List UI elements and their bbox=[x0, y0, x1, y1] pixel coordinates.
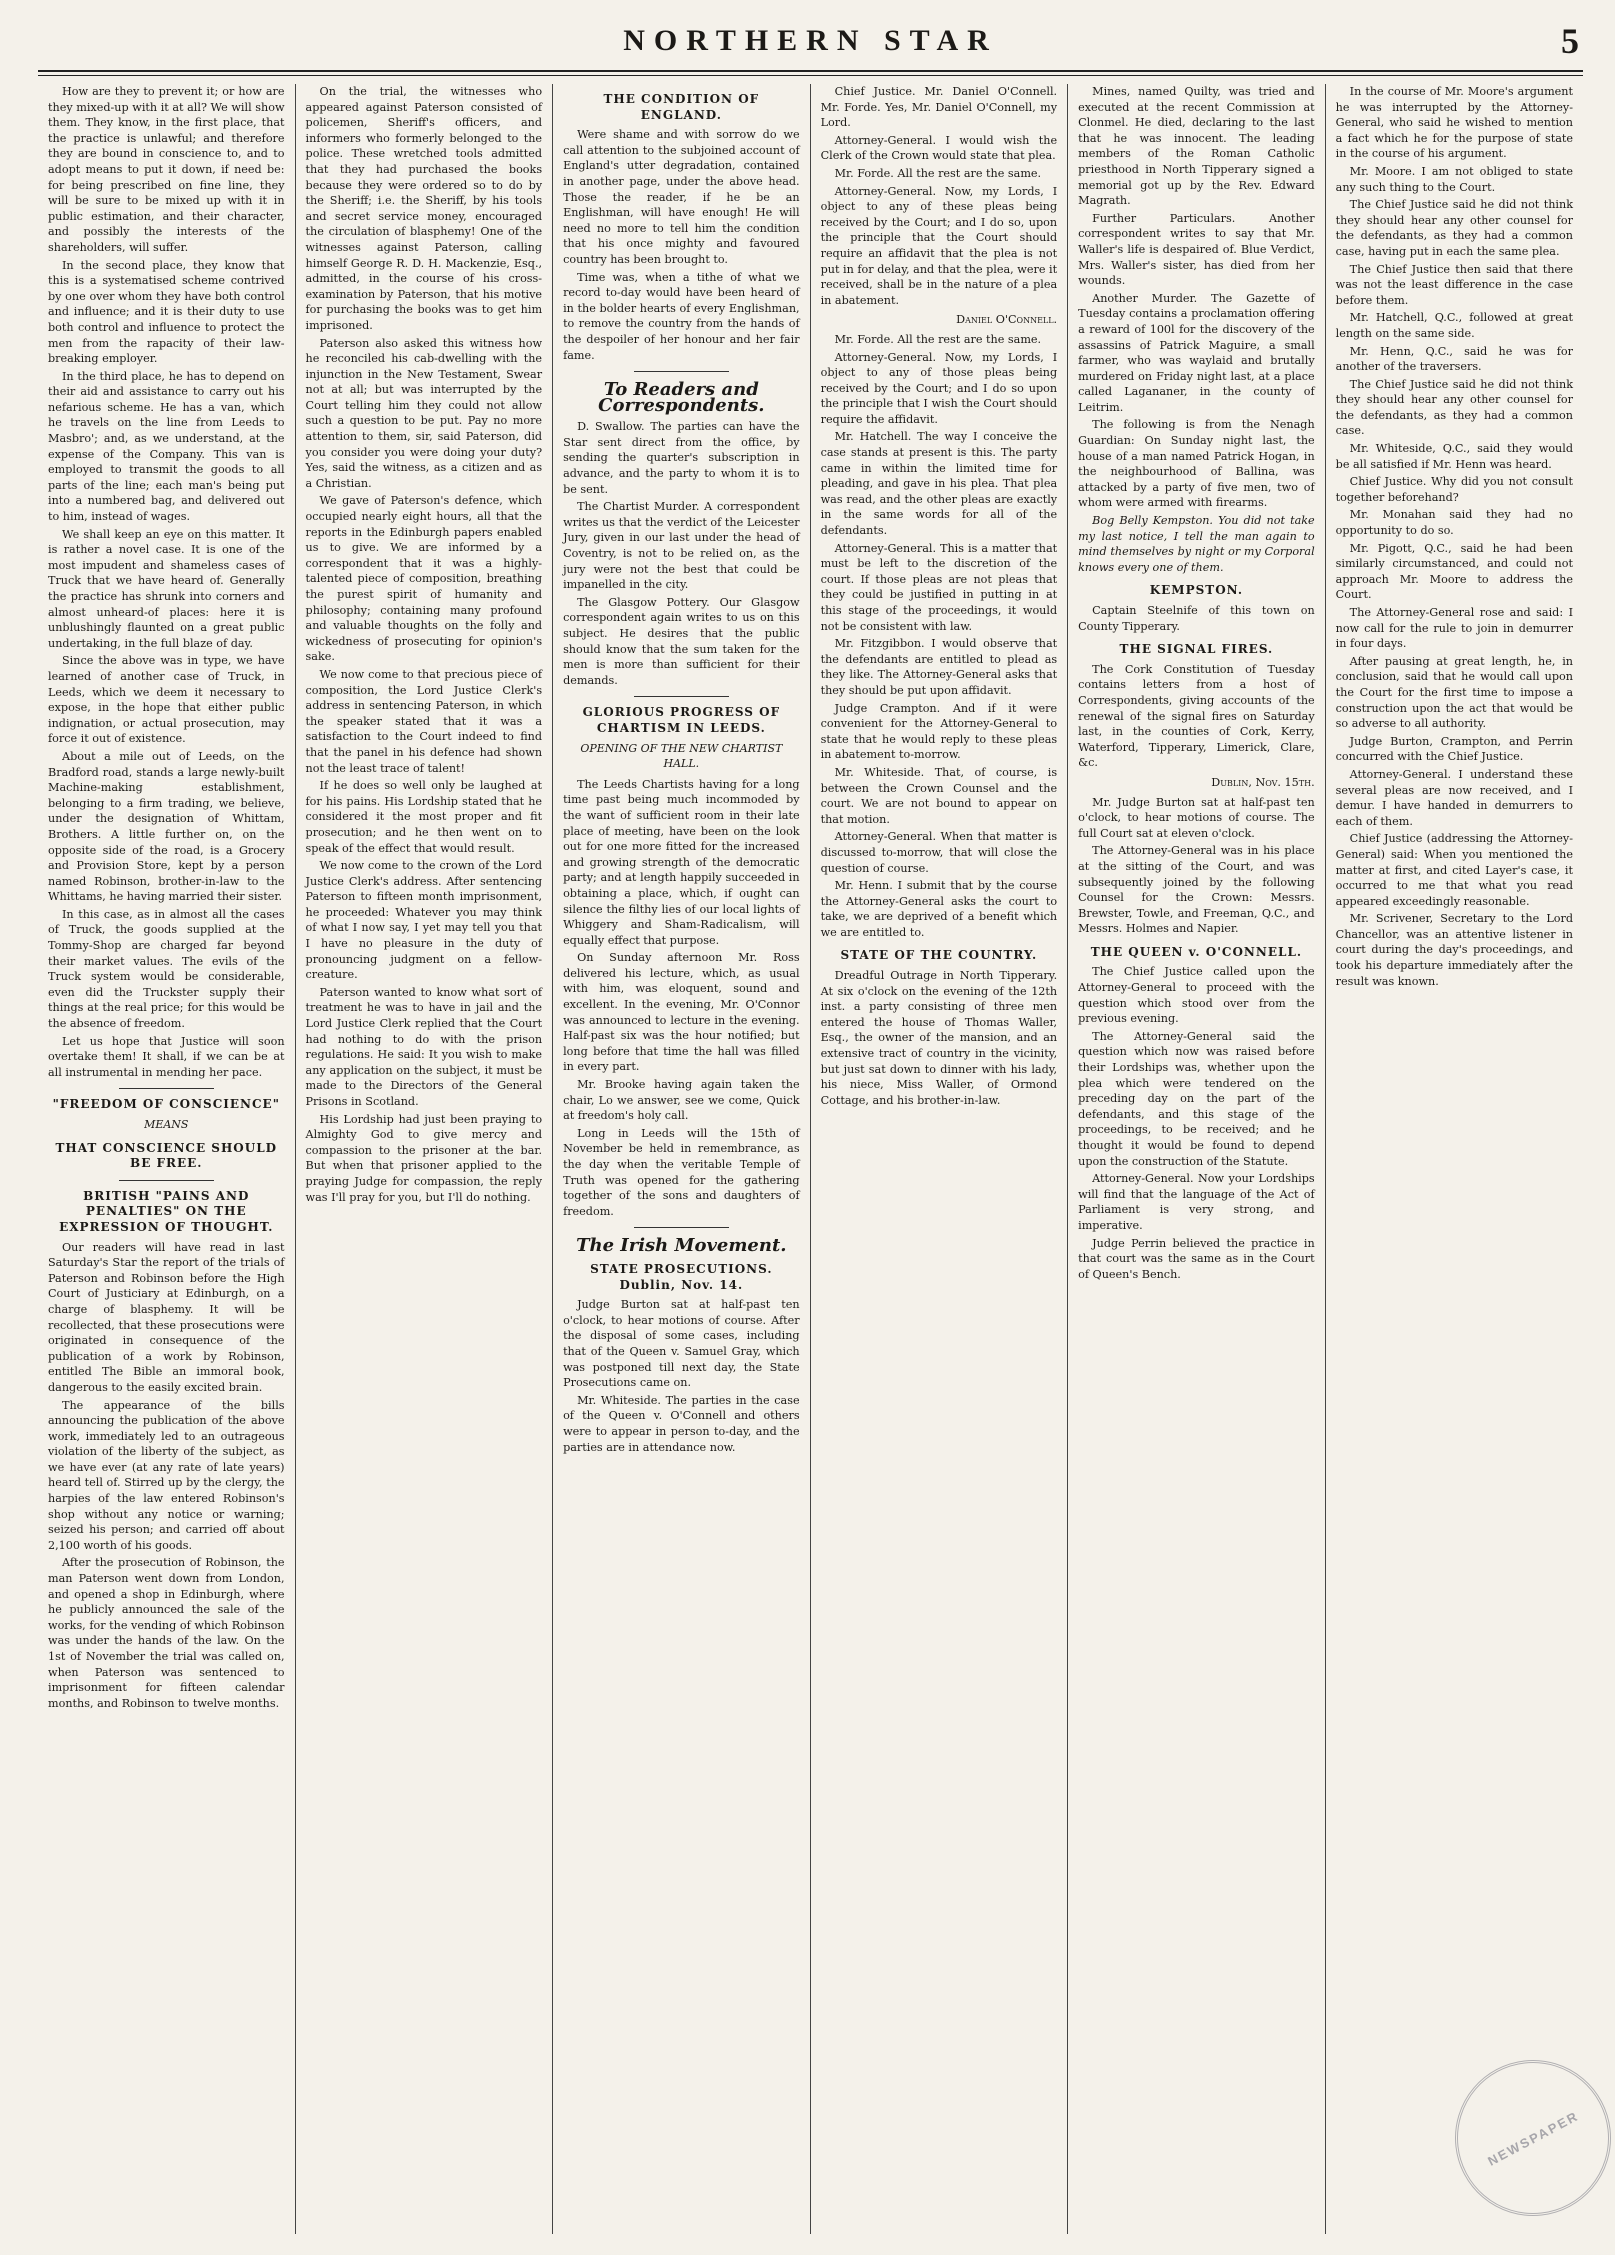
article-paragraph: Judge Perrin believed the practice in that court was the same as in the Court of Queen's Bench. bbox=[1078, 1236, 1315, 1281]
article-paragraph: Attorney-General. Now, my Lords, I object to any of these pleas being received by the Court; and I do so, upon the principle that the Court should require an affidavit that the plea is not put in for delay, and that the plea, were it received, shall be in the nature of a plea in abatement. bbox=[820, 184, 1058, 307]
article-heading: BRITISH "PAINS AND PENALTIES" ON THE EXPRESSION OF THOUGHT. bbox=[59, 1188, 274, 1234]
article-paragraph: The Attorney-General was in his place at the sitting of the Court, and was subsequently joined by the following Counsel for the Crown: Messrs. Brewster, Towle, and Freeman, Q.C., and Messrs. Holmes and Napier. bbox=[1078, 844, 1315, 936]
column-3 bbox=[553, 84, 811, 2234]
masthead-rule bbox=[38, 75, 1583, 76]
article-paragraph: In the second place, they know that this is a systematised scheme contrived by one over whom they have both control and influence; and it is their duty to use both control and influence to protect the men from the rapacity of their law-breaking employer. bbox=[48, 258, 285, 366]
article-heading: STATE OF THE COUNTRY. bbox=[840, 948, 1038, 963]
article-paragraph: Mr. Moore. I am not obliged to state any such thing to the Court. bbox=[1335, 164, 1573, 194]
article-paragraph: We shall keep an eye on this matter. It is rather a novel case. It is one of the most impudent and shameless cases of Truck that we have heard of. Generally the practice has shrunk into corners and almost unheard-of places: here it is unblushingly flaunted on a great public undertaking, in the full blaze of day. bbox=[48, 527, 285, 650]
article-paragraph: The Chartist Murder. A correspondent writes us that the verdict of the Leicester Jury, given in our last under the head of Coventry, is not to be relied on, as the jury were not the best that could be impanelled in the city. bbox=[563, 500, 800, 592]
section-heading: The Irish Movement. bbox=[576, 1235, 787, 1257]
article-paragraph: Judge Crampton. And if it were convenient for the Attorney-General to state that he would reply to these pleas in abatement to-morrow. bbox=[820, 701, 1058, 762]
separator bbox=[634, 371, 729, 372]
article-heading: GLORIOUS PROGRESS OF CHARTISM IN LEEDS. bbox=[582, 705, 781, 735]
article-paragraph: Captain Steelnife of this town on County Tipperary. bbox=[1078, 604, 1315, 633]
article-paragraph: Mr. Monahan said they had no opportunity to do so. bbox=[1335, 508, 1573, 538]
article-heading: "FREEDOM OF CONSCIENCE" bbox=[52, 1097, 280, 1112]
article-paragraph: The Chief Justice called upon the Attorney-General to proceed with the question which stood over from the previous evening. bbox=[1078, 965, 1315, 1026]
article-paragraph: Paterson wanted to know what sort of treatment he was to have in jail and the Lord Justice Clerk replied that the Court had nothing to do with the prison regulations. He said: It you wish to make any application on the subject, it must be made to the Directors of the General Prisons in Scotland. bbox=[305, 985, 543, 1108]
article-paragraph: Attorney-General. This is a matter that must be left to the discretion of the court. If those pleas are not pleas that they could be justified in putting in at this stage of the proceedings, it would not be consistent with law. bbox=[820, 541, 1058, 633]
article-heading: THAT CONSCIENCE SHOULD BE FREE. bbox=[55, 1140, 278, 1171]
article-paragraph: Mr. Whiteside. The parties in the case of the Queen v. O'Connell and others were to appear in person to-day, and the parties are in attendance now. bbox=[563, 1393, 800, 1454]
article-paragraph: Long in Leeds will the 15th of November be held in remembrance, as the day when the veritable Temple of Truth was opened for the gathering together of the sons and daughters of freedom. bbox=[563, 1126, 800, 1218]
article-paragraph: In the course of Mr. Moore's argument he was interrupted by the Attorney-General, who said he wished to mention a fact which he for the purpose of state in the course of his argument. bbox=[1335, 85, 1573, 161]
article-paragraph: The Attorney-General said the question which now was raised before their Lordships was, whether upon the plea which were tendered on the preceding day on the part of the defendants, and this stage of the proceedings, to be received; and he thought it would be found to depend upon the construction of the Statute. bbox=[1078, 1029, 1315, 1168]
article-paragraph: Attorney-General. Now, my Lords, I object to any of those pleas being received by the Court; and I do so upon the principle that I wish the Court should require the affidavit. bbox=[820, 350, 1058, 426]
newspaper-title: NORTHERN STAR bbox=[623, 24, 998, 57]
article-paragraph: Mr. Whiteside. That, of course, is between the Crown Counsel and the court. We are not bound to appear on that motion. bbox=[820, 765, 1058, 826]
page-number: 5 bbox=[1561, 21, 1579, 61]
article-subheading: OPENING OF THE NEW CHARTIST HALL. bbox=[580, 741, 783, 771]
article-paragraph: Mr. Scrivener, Secretary to the Lord Chancellor, was an attentive listener in court during the day's proceedings, and took his departure immediately after the result was known. bbox=[1335, 912, 1573, 988]
article-paragraph: Further Particulars. Another correspondent writes to say that Mr. Waller's life is despaired of. Blue Verdict, Mrs. Waller's sister, has died from her wounds. bbox=[1078, 211, 1315, 288]
article-paragraph: We now come to the crown of the Lord Justice Clerk's address. After sentencing Paterson to fifteen month imprisonment, he proceeded: Whatever you may think of what I now say, I yet may tell you that I have no pleasure in the duty of pronouncing judgment on a fellow-creature. bbox=[305, 859, 543, 982]
article-paragraph: We gave of Paterson's defence, which occupied nearly eight hours, all that the reports in the Edinburgh papers enabled us to give. We are informed by a correspondent that it was a highly-talented piece of composition, breathing the purest spirit of humanity and philosophy; containing many profound and valuable thoughts on the folly and wickedness of prosecuting for opinion's sake. bbox=[305, 494, 543, 664]
article-paragraph: Since the above was in type, we have learned of another case of Truck, in Leeds, which we deem it necessary to expose, in the hope that either public indignation, or actual prosecution, may force it out of existence. bbox=[48, 654, 285, 746]
masthead bbox=[38, 18, 1583, 72]
article-paragraph: The Chief Justice then said that there was not the least difference in the case before them. bbox=[1335, 262, 1573, 307]
article-paragraph: Attorney-General. Now your Lordships will find that the language of the Act of Parliament is very strong, and imperative. bbox=[1078, 1172, 1315, 1232]
column-5 bbox=[1068, 84, 1326, 2234]
article-paragraph: The appearance of the bills announcing the publication of the above work, immediately led to an outrageous violation of the liberty of the subject, as we have ever (at any rate of late years) heard tell of. Stirred up by the clergy, the harpies of the law entered Robinson's shop without any notice or warning; seized his person; and carried off about 2,100 worth of his goods. bbox=[48, 1398, 285, 1552]
article-heading: THE CONDITION OF ENGLAND. bbox=[603, 92, 760, 122]
article-paragraph: Mr. Hatchell, Q.C., followed at great length on the same side. bbox=[1335, 311, 1573, 340]
article-paragraph: Mr. Judge Burton sat at half-past ten o'clock, to hear motions of course. The full Court sat at eleven o'clock. bbox=[1078, 795, 1315, 840]
article-paragraph: In this case, as in almost all the cases of Truck, the goods supplied at the Tommy-Shop are charged far beyond their market values. The evils of the Truck system would be considerable, even did the Truckster supply their things at the real price; for this would be the absence of freedom. bbox=[48, 907, 285, 1031]
article-paragraph: Another Murder. The Gazette of Tuesday contains a proclamation offering a reward of 100l for the discovery of the assassins of Patrick Maguire, a small farmer, who was waylaid and brutally murdered on Friday night last, at a place called Lagananer, in the county of Leitrim. bbox=[1078, 291, 1315, 414]
separator bbox=[119, 1088, 214, 1089]
article-paragraph: Chief Justice. Why did you not consult together beforehand? bbox=[1335, 475, 1573, 504]
article-paragraph: Let us hope that Justice will soon overtake them! It shall, if we can be at all instrumental in mending her pace. bbox=[48, 1034, 285, 1079]
article-heading: THE QUEEN v. O'CONNELL. bbox=[1090, 944, 1303, 959]
article-paragraph: His Lordship had just been praying to Almighty God to give mercy and compassion to the prisoner at the bar. But when that prisoner applied to the praying Judge for compassion, the reply was I'll pray for you, but I'll do nothing. bbox=[305, 1112, 543, 1204]
article-paragraph: Dreadful Outrage in North Tipperary. At six o'clock on the evening of the 12th inst. a party consisting of three men entered the house of Thomas Waller, Esq., the owner of the mansion, and an extensive tract of country in the vicinity, but just sat down to dinner with his lady, his niece, Miss Waller, of Ormond Cottage, and his brother-in-law. bbox=[820, 969, 1058, 1107]
article-paragraph: The Glasgow Pottery. Our Glasgow correspondent again writes to us on this subject. He desires that the public should know that the sum taken for the men is more than sufficient for their demands. bbox=[563, 595, 800, 687]
article-paragraph: Mr. Forde. All the rest are the same. bbox=[834, 166, 1042, 180]
article-paragraph: Mr. Henn. I submit that by the course the Attorney-General asks the court to take, we are deprived of a benefit which we are entitled to. bbox=[820, 879, 1058, 939]
article-heading: STATE PROSECUTIONS. Dublin, Nov. 14. bbox=[590, 1261, 773, 1292]
separator bbox=[634, 1227, 729, 1228]
article-paragraph: Attorney-General. I would wish the Clerk of the Crown would state that plea. bbox=[820, 133, 1058, 163]
article-paragraph: We now come to that precious piece of composition, the Lord Justice Clerk's address in sentencing Paterson, in which the speaker stated that it was a satisfaction to the Court indeed to find that the panel in his defence had shown not the least trace of talent! bbox=[305, 667, 543, 775]
article-paragraph: Mr. Whiteside, Q.C., said they would be all satisfied if Mr. Henn was heard. bbox=[1335, 442, 1573, 471]
article-paragraph: Were shame and with sorrow do we call attention to the subjoined account of England's utter degradation, contained in another page, under the above head. Those the reader, if he be an Englishman, will have enough! He will need no more to tell him the condition that his once mighty and favoured country has been brought to. bbox=[563, 128, 800, 266]
article-paragraph: Mr. Forde. All the rest are the same. bbox=[834, 332, 1042, 346]
article-paragraph: Mr. Fitzgibbon. I would observe that the defendants are entitled to plead as they like. The Attorney-General asks that they should be put upon affidavit. bbox=[820, 637, 1058, 697]
article-paragraph: How are they to prevent it; or how are they mixed-up with it at all? We will show them. They know, in the first place, that the practice is unlawful; and therefore they are bound in conscience to, and to adopt means to put it down, if need be: for being prescribed on fine line, they will be sure to be mixed up with it in public estimation, and their character, and possibly the interests of the shareholders, will suffer. bbox=[48, 85, 285, 254]
page-columns bbox=[38, 84, 1583, 2234]
dateline: Dublin, Nov. 15th. bbox=[1211, 775, 1315, 789]
article-paragraph: The Chief Justice said he did not think they should hear any other counsel for the defendants, as they had a common case, having put in each the same plea. bbox=[1335, 198, 1573, 258]
article-paragraph: Mr. Henn, Q.C., said he was for another of the traversers. bbox=[1335, 344, 1573, 374]
separator bbox=[119, 1180, 214, 1181]
article-heading: THE SIGNAL FIRES. bbox=[1119, 642, 1274, 657]
article-paragraph: In the third place, he has to depend on their aid and assistance to carry out his nefarious scheme. He has a van, which he travels on the line from Leeds to Masbro'; and, as we understand, at the expense of the Company. This van is employed to transmit the goods to all parts of the line; each man's being put into a numbered bag, and delivered out to him, instead of wages. bbox=[48, 369, 285, 524]
article-paragraph: Paterson also asked this witness how he reconciled his cab-dwelling with the injunction in the New Testament, Swear not at all; but was interrupted by the Court telling him they could not allow such a question to be put. Pay no more attention to them, sir, said Paterson, did you consider you were doing your duty? Yes, said the witness, as a citizen and as a Christian. bbox=[305, 336, 543, 490]
quoted-notice: Bog Belly Kempston. You did not take my last notice, I tell the man again to mind themselves by night or my Corporal knows every one of them. bbox=[1078, 514, 1315, 574]
article-paragraph: After pausing at great length, he, in conclusion, said that he would call upon the Court for the first time to impose a construction upon the act that would be so adverse to all authority. bbox=[1335, 654, 1573, 731]
article-paragraph: Attorney-General. I understand these several pleas are now received, and I demur. I have handed in demurrers to each of them. bbox=[1335, 767, 1573, 828]
article-paragraph: Judge Burton, Crampton, and Perrin concurred with the Chief Justice. bbox=[1335, 734, 1573, 764]
article-paragraph: Mines, named Quilty, was tried and executed at the recent Commission at Clonmel. He died, declaring to the last that he was innocent. The leading members of the Roman Catholic priesthood in North Tipperary signed a memorial got up by the Rev. Edward Magrath. bbox=[1078, 85, 1315, 208]
article-paragraph: Time was, when a tithe of what we record to-day would have been heard of in the bolder hearts of every Englishman, to remove the country from the hands of the despoiler of her honour and her fair fame. bbox=[563, 270, 800, 362]
article-paragraph: About a mile out of Leeds, on the Bradford road, stands a large newly-built Machine-making establishment, belonging to a firm trading, we believe, under the designation of Whittam, Brothers. A little further on, on the opposite side of the road, is a Grocery and Provision Store, kept by a person named Robinson, brother-in-law to the Whittams, he having married their sister. bbox=[48, 749, 285, 904]
column-4 bbox=[811, 84, 1069, 2234]
article-paragraph: Chief Justice (addressing the Attorney-General) said: When you mentioned the matter at first, and cited Layer's case, it occurred to me that what you read appeared exceedingly reasonable. bbox=[1335, 832, 1573, 908]
article-paragraph: The Cork Constitution of Tuesday contains letters from a host of Correspondents, giving accounts of the renewal of the signal fires on Saturday last, in the counties of Cork, Kerry, Waterford, Tipperary, Limerick, Clare, &c. bbox=[1078, 662, 1315, 770]
article-paragraph: Our readers will have read in last Saturday's Star the report of the trials of Paterson and Robinson before the High Court of Justiciary at Edinburgh, on a charge of blasphemy. It will be recollected, that these prosecutions were originated in consequence of the publication of a work by Robinson, entitled The Bible an immoral book, dangerous to the easily excited brain. bbox=[48, 1240, 285, 1394]
article-paragraph: D. Swallow. The parties can have the Star sent direct from the office, by sending the quarter's subscription in advance, and the party to whom it is to be sent. bbox=[563, 420, 800, 496]
article-paragraph: The Chief Justice said he did not think they should hear any other counsel for the defendants, as they had a common case. bbox=[1335, 377, 1573, 438]
article-paragraph: The following is from the Nenagh Guardian: On Sunday night last, the house of a man named Patrick Hogan, in the neighbourhood of Ballina, was attacked by a party of five men, two of whom were armed with firearms. bbox=[1078, 418, 1315, 510]
article-paragraph: On the trial, the witnesses who appeared against Paterson consisted of policemen, Sheriff's officers, and informers who formerly belonged to the police. These wretched tools admitted that they had purchased the books because they were ordered so to do by the Sheriff; i.e. the Sheriff, by his tools and secret service money, encouraged the circulation of blasphemy! One of the witnesses against Paterson, calling himself George R. D. H. Mackenzie, Esq., admitted, in the course of his cross-examination by Paterson, that his motive for purchasing the books was to get him imprisoned. bbox=[305, 85, 543, 332]
article-paragraph: Mr. Pigott, Q.C., said he had been similarly circumstanced, and could not approach Mr. Moore to address the Court. bbox=[1335, 541, 1573, 602]
article-paragraph: Mr. Brooke having again taken the chair, Lo we answer, see we come, Quick at freedom's holy call. bbox=[563, 1078, 800, 1123]
column-2 bbox=[296, 84, 554, 2234]
article-paragraph: If he does so well only be laughed at for his pains. His Lordship stated that he considered it the most proper and fit prosecution; and he then went on to speak of the effect that would result. bbox=[305, 779, 543, 855]
article-paragraph: Chief Justice. Mr. Daniel O'Connell. Mr. Forde. Yes, Mr. Daniel O'Connell, my Lord. bbox=[820, 85, 1058, 130]
article-paragraph: Judge Burton sat at half-past ten o'clock, to hear motions of course. After the disposal of some cases, including that of the Queen v. Samuel Gray, which was postponed till next day, the State Prosecutions came on. bbox=[563, 1298, 800, 1390]
article-paragraph: On Sunday afternoon Mr. Ross delivered his lecture, which, as usual with him, was eloquent, sound and excellent. In the evening, Mr. O'Connor was announced to lecture in the evening. Half-past six was the hour notified; but long before that time the hall was filled in every part. bbox=[563, 951, 800, 1074]
stamp-text: NEWSPAPER bbox=[1484, 2107, 1582, 2169]
article-heading: KEMPSTON. bbox=[1149, 583, 1244, 598]
article-paragraph: The Leeds Chartists having for a long time past being much incommoded by the want of sufficient room in their late place of meeting, have been on the look out for one more fitted for the increased and growing strength of the democratic party; and at length happily succeeded in obtaining a place, which, if ought can silence the filthy lies of our local lights of Whiggery and Sham-Radicalism, will equally effect that purpose. bbox=[563, 777, 800, 947]
article-paragraph: The Attorney-General rose and said: I now call for the rule to join in demurrer in four days. bbox=[1335, 606, 1573, 651]
signature: Daniel O'Connell. bbox=[956, 313, 1058, 327]
article-paragraph: Mr. Hatchell. The way I conceive the case stands at present is this. The party came in within the limited time for pleading, and gave in his plea. That plea was read, and the other pleas are exactly in the same words for all of the defendants. bbox=[820, 430, 1058, 538]
column-1 bbox=[38, 84, 296, 2234]
article-paragraph: After the prosecution of Robinson, the man Paterson went down from London, and opened a shop in Edinburgh, where he publicly announced the sale of the works, for the vending of which Robinson was under the hands of the law. On the 1st of November the trial was called on, when Paterson was sentenced to imprisonment for fifteen calendar months, and Robinson to twelve months. bbox=[48, 1556, 285, 1710]
article-paragraph: Attorney-General. When that matter is discussed to-morrow, that will close the question of course. bbox=[820, 830, 1058, 875]
column-6 bbox=[1326, 84, 1583, 2234]
separator bbox=[634, 696, 729, 697]
article-subheading: MEANS bbox=[144, 1118, 189, 1131]
section-heading: To Readers and Correspondents. bbox=[598, 379, 765, 416]
